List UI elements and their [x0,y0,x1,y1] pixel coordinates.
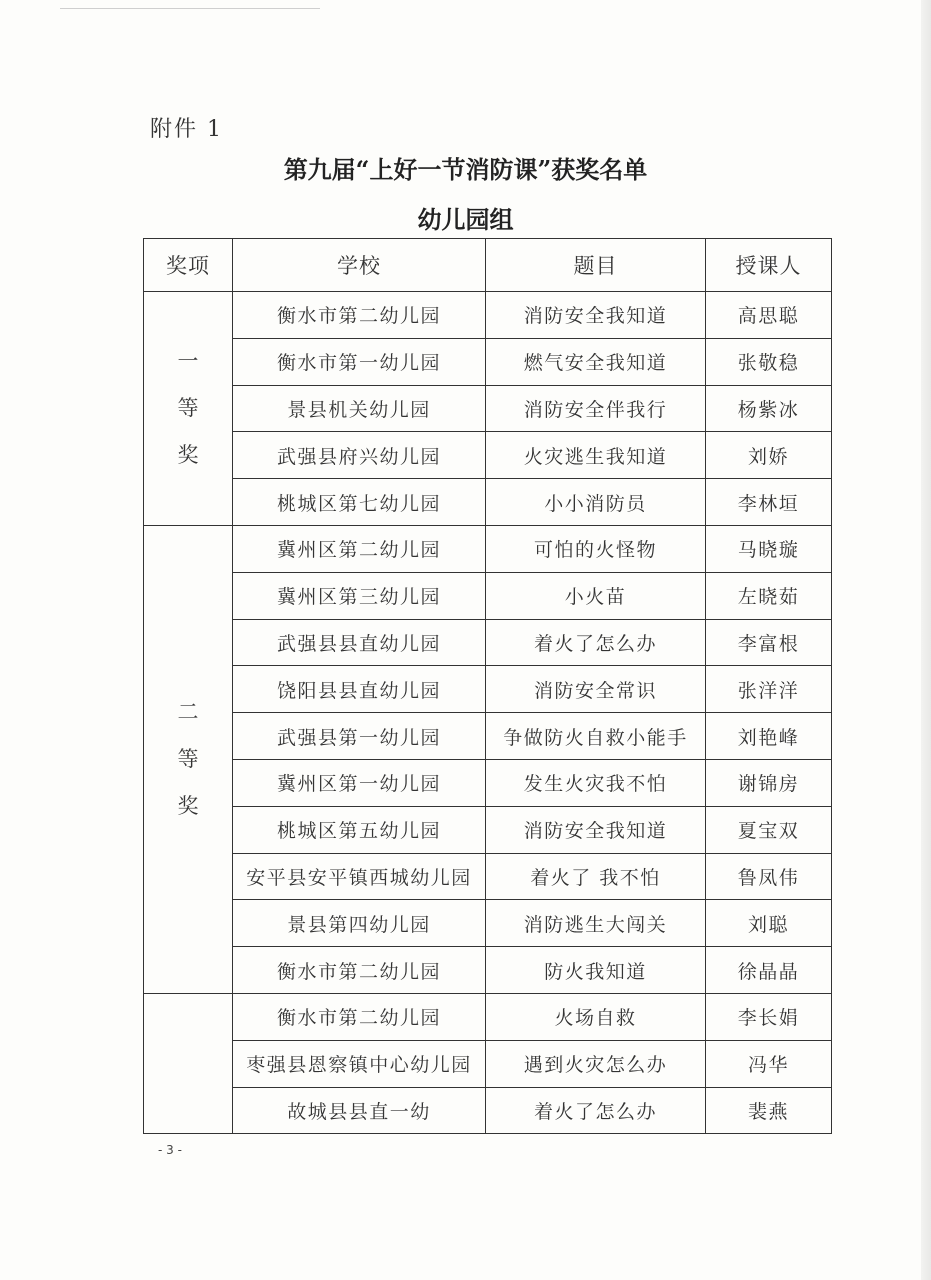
teacher-cell: 裴燕 [706,1087,832,1134]
topic-cell: 消防安全常识 [486,666,706,713]
teacher-cell: 鲁凤伟 [706,853,832,900]
attachment-label: 附件 1 [150,117,223,142]
table-row [144,385,832,432]
topic-cell: 着火了怎么办 [486,1087,706,1134]
school-cell: 枣强县恩察镇中心幼儿园 [233,1040,486,1087]
award-rank-cell [144,993,233,1133]
teacher-cell: 张洋洋 [706,666,832,713]
table-row [144,525,832,572]
teacher-cell: 李富根 [706,619,832,666]
school-cell: 衡水市第一幼儿园 [233,338,486,385]
award-rank-char: 二 [177,699,199,724]
topic-cell: 可怕的火怪物 [486,525,706,572]
teacher-cell: 马晓璇 [706,525,832,572]
document-subtitle: 幼儿园组 [417,205,514,234]
school-cell: 桃城区第五幼儿园 [233,806,486,853]
topic-cell: 火场自救 [486,993,706,1040]
school-cell: 故城县县直一幼 [233,1087,486,1134]
award-rank-char: 奖 [177,793,199,818]
table-row [144,759,832,806]
topic-cell: 争做防火自救小能手 [486,713,706,760]
topic-cell: 着火了怎么办 [486,619,706,666]
topic-cell: 消防安全我知道 [486,806,706,853]
table-row [144,479,832,526]
header-award: 奖项 [144,239,233,292]
teacher-cell: 李林垣 [706,479,832,526]
teacher-cell: 张敬稳 [706,338,832,385]
school-cell: 冀州区第一幼儿园 [233,759,486,806]
topic-cell: 火灾逃生我知道 [486,432,706,479]
teacher-cell: 夏宝双 [706,806,832,853]
award-rank-char: 一 [177,348,199,373]
header-school: 学校 [233,239,486,292]
school-cell: 冀州区第二幼儿园 [233,525,486,572]
topic-cell: 小小消防员 [486,479,706,526]
school-cell: 景县机关幼儿园 [233,385,486,432]
table-row [144,666,832,713]
school-cell: 衡水市第二幼儿园 [233,993,486,1040]
teacher-cell: 李长娟 [706,993,832,1040]
teacher-cell: 刘聪 [706,900,832,947]
school-cell: 衡水市第二幼儿园 [233,947,486,994]
award-rank-char: 等 [177,395,199,420]
topic-cell: 消防逃生大闯关 [486,900,706,947]
header-topic: 题目 [486,239,706,292]
topic-cell: 遇到火灾怎么办 [486,1040,706,1087]
table-row [144,1087,832,1134]
teacher-cell: 徐晶晶 [706,947,832,994]
table-row [144,619,832,666]
topic-cell: 防火我知道 [486,947,706,994]
teacher-cell: 高思聪 [706,292,832,339]
table-row [144,993,832,1040]
school-cell: 武强县府兴幼儿园 [233,432,486,479]
topic-cell: 消防安全我知道 [486,292,706,339]
topic-cell: 消防安全伴我行 [486,385,706,432]
school-cell: 安平县安平镇西城幼儿园 [233,853,486,900]
table-row [144,572,832,619]
school-cell: 景县第四幼儿园 [233,900,486,947]
table-row [144,947,832,994]
header-teacher: 授课人 [706,239,832,292]
school-cell: 武强县第一幼儿园 [233,713,486,760]
school-cell: 桃城区第七幼儿园 [233,479,486,526]
table-row [144,1040,832,1087]
teacher-cell: 左晓茹 [706,572,832,619]
award-rank-cell [144,525,233,993]
table-header-row [144,239,832,292]
table-row [144,713,832,760]
award-rank-char: 等 [177,746,199,771]
teacher-cell: 冯华 [706,1040,832,1087]
table-row [144,900,832,947]
top-rule [60,8,320,9]
teacher-cell: 刘娇 [706,432,832,479]
table-row [144,806,832,853]
table-row [144,338,832,385]
topic-cell: 小火苗 [486,572,706,619]
topic-cell: 发生火灾我不怕 [486,759,706,806]
document-title: 第九届“上好一节消防课”获奖名单 [283,155,648,184]
topic-cell: 燃气安全我知道 [486,338,706,385]
table-row [144,432,832,479]
award-rank-char: 奖 [177,442,199,467]
school-cell: 武强县县直幼儿园 [233,619,486,666]
school-cell: 饶阳县县直幼儿园 [233,666,486,713]
school-cell: 衡水市第二幼儿园 [233,292,486,339]
table-row [144,292,832,339]
school-cell: 冀州区第三幼儿园 [233,572,486,619]
teacher-cell: 杨紫冰 [706,385,832,432]
topic-cell: 着火了 我不怕 [486,853,706,900]
table-row [144,853,832,900]
awards-table-body [144,292,832,1134]
award-rank-cell [144,292,233,526]
teacher-cell: 谢锦房 [706,759,832,806]
awards-table [143,238,832,1134]
teacher-cell: 刘艳峰 [706,713,832,760]
page-number: - 3 - [158,1143,182,1157]
page-edge-shadow [921,0,931,1280]
